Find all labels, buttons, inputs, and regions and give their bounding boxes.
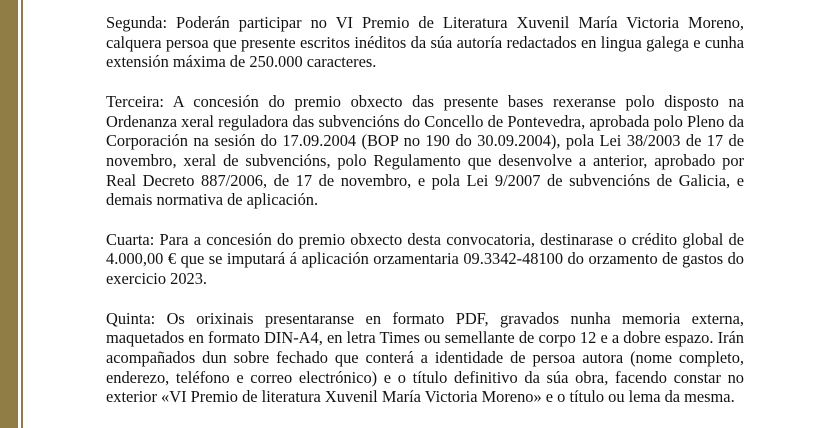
text-line: (nome completo, enderezo, teléfono e correo electrónico) e o título definitivo da súa obra, (106, 347, 744, 387)
text-line: global de 4.000,00 € que se imputará á aplicación orzamentaria 09.3342-48100 do (106, 229, 744, 269)
text-line: anterior, aprobado por Real Decreto 887/2006, de 17 de novembro, e pola Lei 9/2007 de (106, 150, 744, 190)
paragraph-quinta (106, 309, 744, 408)
text-line: Cuarta: Para a concesión do premio obxecto desta convocatoria, destinarase o crédito (106, 229, 678, 249)
decorative-border-line (21, 0, 23, 428)
text-line: subvencións de Galicia, e demais normativa de aplicación. (106, 170, 744, 210)
text-line: facendo constar no exterior «VI Premio de literatura Xuvenil María Victoria Moreno» e o (106, 367, 744, 407)
document-body (106, 13, 744, 427)
text-line: Quinta: Os orixinais presentaranse en formato PDF, gravados nunha memoria externa, (106, 308, 744, 328)
text-line: orzamento de gastos do exercicio 2023. (106, 249, 744, 289)
paragraph-cuarta (106, 230, 744, 289)
text-line: Terceira: A concesión do premio obxecto das presente bases rexeranse polo disposto na (106, 91, 744, 111)
text-line: Pleno da Corporación na sesión do 17.09.2004 (BOP no 190 do 30.09.2004), pola Lei (106, 111, 744, 151)
text-line: 38/2003 de 17 de novembro, xeral de subvencións, polo Regulamento que desenvolve a (106, 131, 744, 170)
text-line: título ou lema da mesma. (569, 387, 735, 407)
text-line: Segunda: Poderán participar no VI Premio de Literatura Xuvenil María Victoria Moreno, (106, 13, 744, 32)
paragraph-terceira (106, 92, 744, 210)
text-line: Ordenanza xeral reguladora das subvencións do Concello de Pontevedra, aprobada polo (106, 111, 683, 131)
paragraph-segunda (106, 13, 744, 72)
text-line: espazo. Irán acompañados dun sobre fechado que conterá a identidade de persoa autora (106, 328, 744, 367)
decorative-border-bar (0, 0, 18, 428)
text-line: maquetados en formato DIN-A4, en letra Times ou semellante de corpo 12 e a dobre (106, 328, 661, 348)
text-line: cunha extensión máxima de 250.000 caracteres. (106, 32, 744, 72)
text-line: calquera persoa que presente escritos inéditos da súa autoría redactados en lingua galega e (106, 32, 701, 52)
